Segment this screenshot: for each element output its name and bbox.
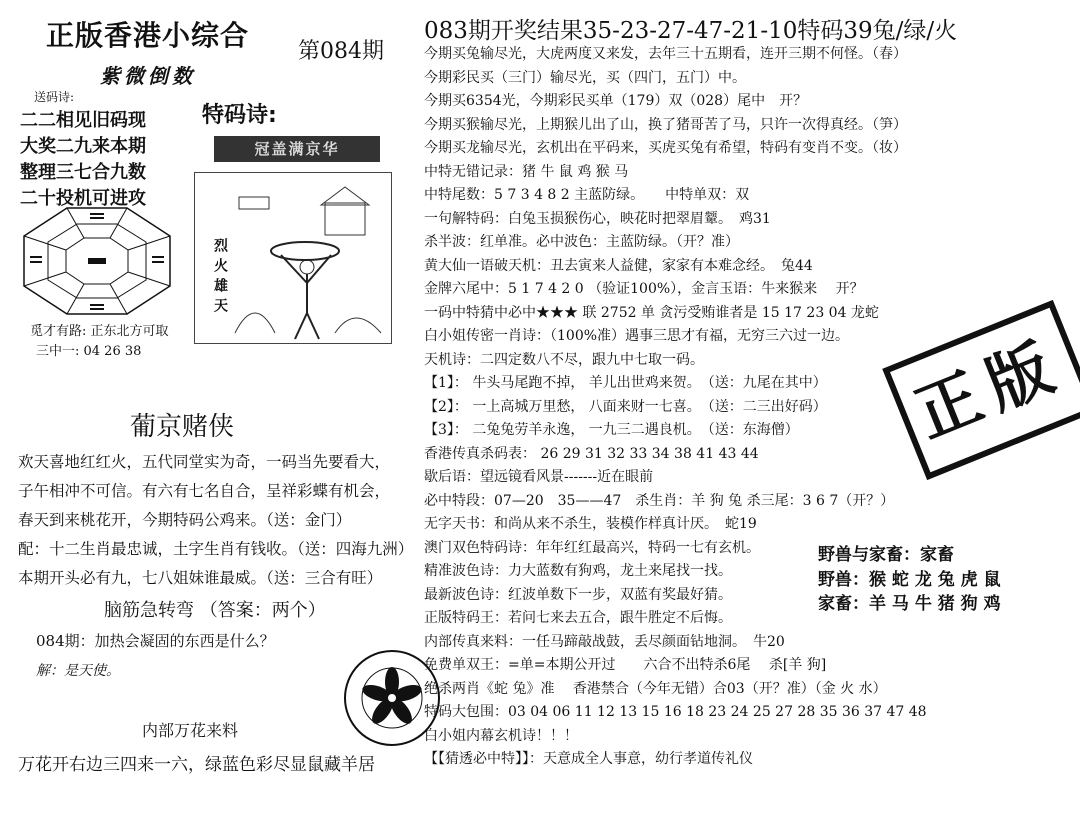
song-line: 二十投机可进攻 — [20, 188, 146, 209]
prediction-line: 今期买6354光，今期彩民买单（179）双（028）尾中 开？ — [424, 93, 808, 109]
issue-number: 第084期 — [298, 39, 384, 64]
genuine-stamp: 正版 — [882, 300, 1080, 480]
prediction-line: 今期买兔输尽光，大虎两度又来发，去年三十五期看，连开三期不何怪。（春） — [424, 46, 907, 62]
prediction-line: 必中特段：07—20 35——47 杀生肖：羊 狗 兔 杀三尾：3 6 7（开？） — [424, 492, 895, 509]
casino-line: 欢天喜地红红火，五代同堂实为奇，一码当先要看大， — [18, 453, 391, 471]
prediction-line: 无字天书：和尚从来不杀生，装模作样真计厌。 蛇19 — [424, 516, 757, 532]
wanhua-title: 内部万花来料 — [142, 721, 239, 740]
prediction-line: 免费单双王：=单=本期公开过 六合不出特杀6尾 杀[羊 狗] — [424, 657, 827, 673]
prediction-line: 【3】： 二兔兔劳羊永逸， 一九三二遇良机。 （送：东海僧） — [424, 422, 799, 438]
domestic-animals: 家畜：羊 马 牛 猪 狗 鸡 — [818, 594, 1001, 614]
direction-hint: 觅才有路: 正东北方可取 — [30, 324, 169, 339]
casino-title: 葡京赌侠 — [130, 412, 235, 442]
prediction-line: 今期彩民买（三门）输尽光，买（四门，五门）中。 — [424, 69, 746, 86]
song-line: 二二相见旧码现 — [20, 110, 146, 131]
prediction-line: 内部传真来料：一任马蹄敲战鼓，丢尽颜面钻地洞。 牛20 — [424, 633, 785, 650]
wanhua-text: 万花开右边三四来一六，绿蓝色彩尽显鼠藏羊居 — [18, 755, 375, 775]
riddle-question: 084期：加热会凝固的东西是什么？ — [36, 632, 275, 650]
prediction-line: 【2】： 一上高城万里愁， 八面来财一七喜。 （送：二三出好码） — [424, 398, 827, 415]
prediction-line: 澳门双色特码诗：年年红红最高兴，特码一七有玄机。 — [424, 539, 760, 556]
prediction-line: 一码中特猜中必中★★★ 联 2752 单 贪污受贿谁者是 15 17 23 04 龙蛇 — [424, 304, 879, 321]
prediction-line: 中特无错记录：猪 牛 鼠 鸡 猴 马 — [424, 163, 629, 180]
poem-banner: 冠盖满京华 — [214, 136, 380, 162]
subtitle: 紫微倒数 — [100, 64, 196, 88]
prediction-line: 【1】： 牛头马尾跑不掉， 羊儿出世鸡来贺。 （送：九尾在其中） — [424, 375, 827, 391]
song-label: 送码诗: — [34, 90, 75, 104]
illustration-caption: 烈火雄天 — [212, 238, 228, 318]
prediction-line: 天机诗：二四定数八不尽，跟九中七取一码。 — [424, 351, 704, 368]
prediction-line: 白小姐传密一肖诗：（100%准）遇事三思才有福，无穷三六过一边。 — [424, 328, 850, 344]
three-pick-one: 三中一: 04 26 38 — [36, 344, 142, 359]
casino-line: 本期开头必有九，七八姐妹谁最威。（送：三合有旺） — [18, 569, 383, 587]
prediction-line: 今期买龙输尽光，玄机出在平码来，买虎买兔有希望，特码有变肖不变。（妆） — [424, 140, 907, 156]
prediction-line: 一句解特码：白兔玉损猴伤心，映花时把翠眉颦。 鸡31 — [424, 210, 771, 227]
draw-result: 083期开奖结果35-23-27-47-21-10特码39兔/绿/火 — [424, 18, 958, 44]
prediction-line: 绝杀两肖《蛇 兔》准 香港禁合（今年无错）合03（开？准）（金 火 水） — [424, 680, 887, 697]
prediction-line: 最新波色诗：红波单数下一步，双蓝有奖最好猜。 — [424, 586, 732, 603]
prediction-line: 香港传真杀码表： 26 29 31 32 33 34 38 41 43 44 — [424, 445, 759, 462]
prediction-line: 白小姐内幕玄机诗！！！ — [424, 727, 578, 744]
riddle-answer: 解：是天使。 — [36, 663, 120, 679]
special-poem-label: 特码诗: — [202, 103, 277, 128]
prediction-line: 杀半波：红单准。必中波色：主蓝防绿。（开？准） — [424, 234, 739, 250]
casino-line: 子午相冲不可信。有六有七名自合，呈祥彩蝶有机会， — [18, 482, 391, 500]
newspaper-title: 正版香港小综合 — [46, 19, 250, 52]
prediction-line: 中特尾数：5 7 3 4 8 2 主蓝防绿。 中特单双：双 — [424, 187, 750, 203]
prediction-line: 歇后语：望远镜看风景-------近在眼前 — [424, 469, 654, 485]
prediction-line: 精准波色诗：力大蓝数有狗鸡，龙土来尾找一找。 — [424, 563, 732, 579]
riddle-title: 脑筋急转弯 （答案：两个） — [104, 600, 326, 621]
song-line: 整理三七合九数 — [20, 162, 146, 183]
casino-line: 配：十二生肖最忠诚，土字生肖有钱收。（送：四海九洲） — [18, 540, 414, 558]
animals-title: 野兽与家畜：家畜 — [818, 545, 954, 565]
prediction-line: 特码大包围：03 04 06 11 12 13 15 16 18 23 24 25 27 28 35 36 37 47 48 — [424, 704, 927, 720]
bagua-diagram — [22, 206, 172, 316]
casino-line: 春天到来桃花开，今期特码公鸡来。（送：金门） — [18, 511, 352, 529]
prediction-line: 黄大仙一语破天机：丑去寅来人益健，家家有本难念经。 兔44 — [424, 257, 813, 274]
prediction-line: 正版特码王：若问七来去五合，跟牛胜定不后悔。 — [424, 610, 732, 626]
song-line: 大奖二九来本期 — [20, 136, 146, 157]
prediction-line: 金牌六尾中：5 1 7 4 2 0 （验证100%），金言玉语：牛来猴来 开？ — [424, 281, 864, 297]
wild-animals: 野兽：猴 蛇 龙 兔 虎 鼠 — [818, 570, 1001, 590]
prediction-line: 今期买猴输尽光，上期猴儿出了山，换了猪哥苦了马，只许一次得真经。（笋） — [424, 116, 907, 133]
prediction-line: 【【猜透必中特】】：天意成全人事意，幼行孝道传礼仪 — [424, 751, 753, 767]
